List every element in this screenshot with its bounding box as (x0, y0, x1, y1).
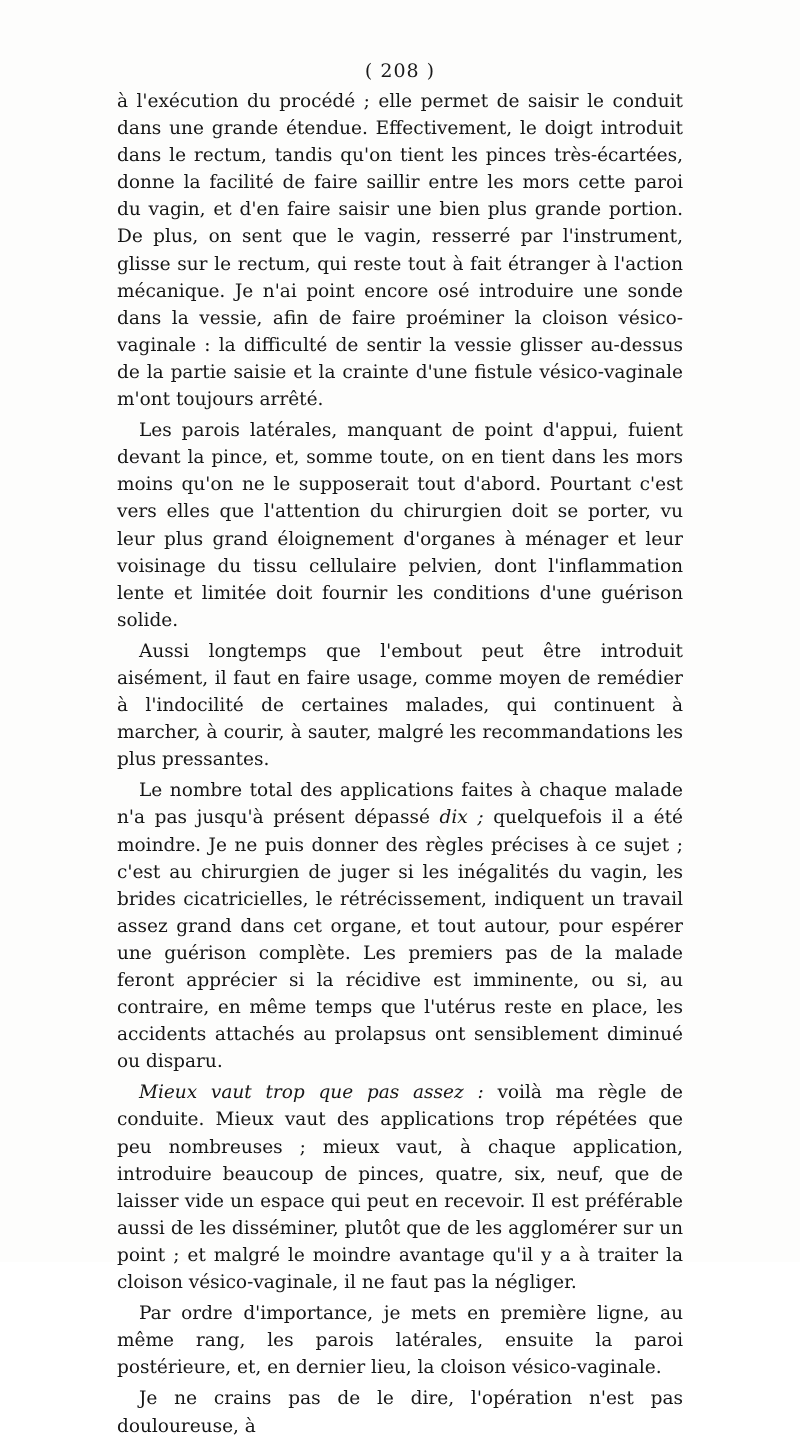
text-segment: quelquefois il a été moindre. Je ne puis donner des règles précises à ce sujet ; c'est au chirurgien de juger si les inégalités du vagin, les brides cicatricielles, le rétrécissement, indiquent un travail assez grand dans cet organe, et tout autour, pour espérer une guérison complète. Les premiers pas de la malade feront apprécier si la récidive est imminente, ou si, au contraire, en même temps que l'utérus reste en place, les accidents attachés au prolapsus ont sensiblement diminué ou disparu. (117, 807, 683, 1073)
paragraph-4 (117, 777, 683, 1075)
body-text (117, 88, 683, 1440)
paragraph-7 (117, 1385, 683, 1439)
italic-segment: Mieux vaut trop que pas assez : (139, 1082, 484, 1104)
italic-segment: dix ; (439, 807, 484, 829)
page-number: ( 208 ) (364, 60, 436, 82)
text-segment: Le nombre total des applications faites à chaque malade n'a pas jusqu'à présent dépassé (117, 780, 683, 829)
text-segment: Les parois latérales, manquant de point d'appui, fuient devant la pince, et, somme toute, on en tient dans les mors moins qu'on ne le supposerait tout d'abord. Pourtant c'est vers elles que l'attention du chirurgien doit se porter, vu leur plus grand éloignement d'organes à ménager et leur voisinage du tissu cellulaire pelvien, dont l'inflammation lente et limitée doit fournir les conditions d'une guérison solide. (117, 420, 683, 631)
paragraph-2 (117, 417, 683, 634)
text-segment: Aussi longtemps que l'embout peut être introduit aisément, il faut en faire usage, comme moyen de remédier à l'indocilité de certaines malades, qui continuent à marcher, à courir, à sauter, malgré les recommandations les plus pressantes. (117, 640, 683, 771)
text-segment: à l'exécution du procédé ; elle permet de saisir le conduit dans une grande étendue. Effectivement, le doigt introduit dans le rectum, tandis qu'on tient les pinces très-écartées, donne la facilité de faire saillir entre les mors cette paroi du vagin, et d'en faire saisir une bien plus grande portion. De plus, on sent que le vagin, resserré par l'instrument, glisse sur le rectum, qui reste tout à fait étranger à l'action mécanique. Je n'ai point encore osé introduire une sonde dans la vessie, afin de faire proéminer la cloison vésico-vaginale : la difficulté de sentir la vessie glisser au-dessus de la partie saisie et la crainte d'une fistule vésico-vaginale m'ont toujours arrêté. (117, 91, 683, 411)
text-segment: Je ne crains pas de le dire, l'opération n'est pas douloureuse, à (117, 1388, 683, 1437)
text-segment: voilà ma règle de conduite. Mieux vaut des applications trop répétées que peu nombreuses ; mieux vaut, à chaque application, introduire beaucoup de pinces, quatre, six, neuf, que de laisser vide un espace qui peut en recevoir. Il est préférable aussi de les disséminer, plutôt que de les agglomérer sur un point ; et malgré le moindre avantage qu'il y a à traiter la cloison vésico-vaginale, il ne faut pas la négliger. (117, 1082, 683, 1294)
paragraph-3 (117, 638, 683, 773)
text-segment: Par ordre d'importance, je mets en première ligne, au même rang, les parois latérales, ensuite la paroi postérieure, et, en dernier lieu, la cloison vésico-vaginale. (117, 1303, 683, 1379)
paragraph-5 (117, 1079, 683, 1296)
paragraph-6 (117, 1300, 683, 1381)
paragraph-1 (117, 88, 683, 413)
